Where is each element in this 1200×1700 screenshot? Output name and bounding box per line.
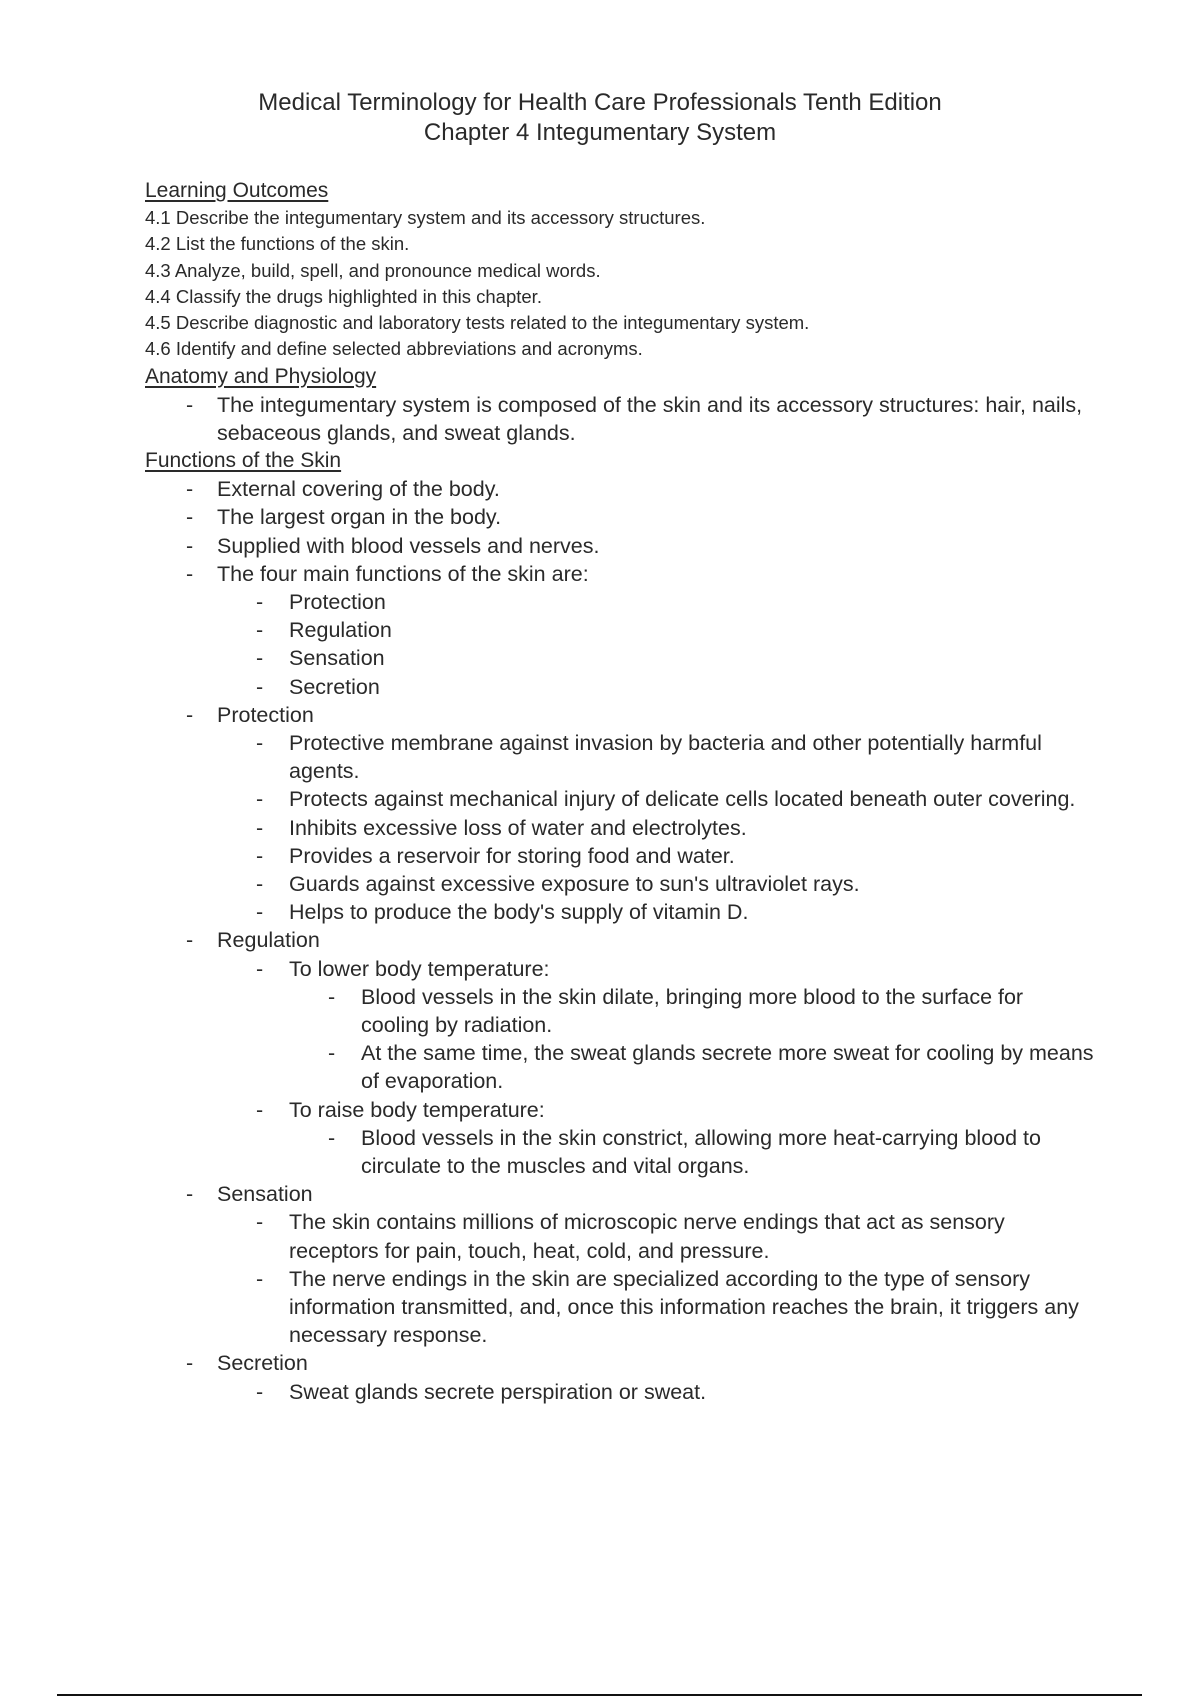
bullet-list-level-2	[145, 1208, 1095, 1349]
list-item-text: The skin contains millions of microscopic nerve endings that act as sensory receptors for pain, touch, heat, cold, and pressure.	[289, 1210, 1005, 1263]
list-item	[145, 503, 1095, 531]
list-item	[217, 673, 1095, 701]
dash-bullet-icon: -	[186, 561, 194, 586]
list-item-text: The integumentary system is composed of the skin and its accessory structures: hair, nails, sebaceous glands, and sweat glands.	[217, 392, 1083, 445]
list-item	[145, 532, 1095, 560]
page-bottom-rule	[57, 1694, 1142, 1696]
list-item-text: Secretion	[289, 674, 380, 699]
dash-bullet-icon: -	[256, 1097, 264, 1122]
dash-bullet-icon: -	[186, 533, 194, 558]
list-item	[217, 588, 1095, 616]
list-item-text: Secretion	[217, 1351, 308, 1376]
list-item	[217, 1378, 1095, 1406]
dash-bullet-icon: -	[186, 1182, 194, 1207]
list-item-text: Inhibits excessive loss of water and electrolytes.	[289, 815, 747, 840]
bullet-list-level-2	[145, 729, 1095, 926]
dash-bullet-icon: -	[256, 815, 264, 840]
list-item-text: Supplied with blood vessels and nerves.	[217, 533, 600, 558]
bullet-list-level-1	[145, 391, 1095, 447]
list-item	[217, 1096, 1095, 1181]
list-item-text: Provides a reservoir for storing food and water.	[289, 843, 735, 868]
learning-outcome: 4.2 List the functions of the skin.	[145, 233, 410, 255]
list-item	[289, 1124, 1095, 1180]
list-item-text: Blood vessels in the skin dilate, bringing more blood to the surface for cooling by radiation.	[361, 984, 1024, 1038]
list-item	[217, 842, 1095, 870]
list-item	[217, 729, 1095, 785]
list-item	[145, 1180, 1095, 1349]
list-item	[217, 955, 1095, 1096]
list-item	[217, 616, 1095, 644]
dash-bullet-icon: -	[186, 392, 194, 417]
list-item-text: To raise body temperature:	[289, 1097, 545, 1122]
dash-bullet-icon: -	[186, 1351, 194, 1376]
list-item	[289, 983, 1095, 1039]
dash-bullet-icon: -	[256, 956, 264, 981]
dash-bullet-icon: -	[256, 590, 264, 614]
dash-bullet-icon: -	[256, 1266, 264, 1291]
list-item-text: Regulation	[289, 618, 392, 643]
list-item-text: Protective membrane against invasion by bacteria and other potentially harmful agents.	[289, 731, 1042, 784]
list-item	[145, 1349, 1095, 1405]
list-item-text: Protects against mechanical injury of delicate cells located beneath outer covering.	[289, 787, 1076, 812]
list-item-text: To lower body temperature:	[289, 956, 550, 981]
list-item-text: The nerve endings in the skin are specialized according to the type of sensory information transmitted, and, once this information reaches the brain, it triggers any necessary response.	[289, 1266, 1079, 1348]
dash-bullet-icon: -	[256, 900, 264, 925]
list-item	[145, 701, 1095, 927]
list-item	[217, 1265, 1095, 1350]
dash-bullet-icon: -	[186, 928, 194, 953]
list-item-text: Sensation	[217, 1182, 313, 1207]
dash-bullet-icon: -	[328, 1041, 336, 1066]
list-item	[217, 644, 1095, 672]
dash-bullet-icon: -	[186, 505, 194, 530]
anatomy-heading: Anatomy and Physiology	[145, 364, 377, 388]
list-item-text: The four main functions of the skin are:	[217, 561, 589, 586]
dash-bullet-icon: -	[256, 872, 264, 897]
list-item-text: Sensation	[289, 646, 385, 671]
document-title: Medical Terminology for Health Care Professionals Tenth Edition	[258, 89, 942, 116]
chapter-title: Chapter 4 Integumentary System	[423, 119, 777, 146]
list-item	[217, 814, 1095, 842]
list-item-text: Sweat glands secrete perspiration or sweat.	[289, 1379, 707, 1404]
anatomy-list	[145, 391, 1095, 447]
dash-bullet-icon: -	[256, 843, 264, 868]
dash-bullet-icon: -	[328, 1125, 336, 1150]
functions-heading: Functions of the Skin	[145, 449, 342, 473]
learning-outcomes-heading: Learning Outcomes	[145, 179, 329, 202]
bullet-list-level-1	[145, 475, 1095, 1406]
list-item	[289, 1039, 1095, 1095]
learning-outcome: 4.1 Describe the integumentary system and its accessory structures.	[145, 207, 706, 228]
list-item-text: Protection	[289, 590, 386, 614]
dash-bullet-icon: -	[256, 674, 264, 699]
list-item-text: External covering of the body.	[217, 477, 500, 502]
dash-bullet-icon: -	[256, 618, 264, 643]
learning-outcome: 4.5 Describe diagnostic and laboratory tests related to the integumentary system.	[145, 312, 810, 334]
dash-bullet-icon: -	[256, 646, 264, 671]
bullet-list-level-3	[289, 983, 1095, 1096]
list-item	[217, 1208, 1095, 1264]
document-body	[145, 177, 1095, 1406]
list-item	[217, 870, 1095, 898]
bullet-list-level-2	[145, 588, 1095, 701]
list-item-text: At the same time, the sweat glands secrete more sweat for cooling by means of evaporation.	[361, 1041, 1094, 1094]
list-item	[217, 785, 1095, 813]
dash-bullet-icon: -	[256, 731, 264, 756]
list-item	[145, 560, 1095, 701]
list-item-text: Guards against excessive exposure to sun's ultraviolet rays.	[289, 872, 860, 897]
list-item-text: The largest organ in the body.	[217, 505, 502, 530]
dash-bullet-icon: -	[186, 702, 194, 727]
functions-list	[145, 475, 1095, 1406]
list-item	[217, 898, 1095, 926]
learning-outcome: 4.3 Analyze, build, spell, and pronounce medical words.	[145, 259, 601, 281]
list-item	[145, 926, 1095, 1180]
dash-bullet-icon: -	[186, 477, 194, 502]
dash-bullet-icon: -	[256, 787, 264, 812]
learning-outcome: 4.4 Classify the drugs highlighted in this chapter.	[145, 285, 542, 307]
bullet-list-level-2	[145, 955, 1095, 1181]
bullet-list-level-2	[145, 1378, 1095, 1406]
list-item-text: Regulation	[217, 928, 320, 953]
learning-outcomes-list	[145, 205, 1095, 363]
dash-bullet-icon: -	[256, 1379, 264, 1404]
dash-bullet-icon: -	[256, 1210, 264, 1235]
list-item	[145, 391, 1095, 447]
list-item-text: Blood vessels in the skin constrict, allowing more heat-carrying blood to circulate to the muscles and vital organs.	[361, 1125, 1041, 1179]
list-item-text: Protection	[217, 702, 314, 727]
list-item	[145, 475, 1095, 503]
learning-outcome: 4.6 Identify and define selected abbreviations and acronyms.	[145, 338, 643, 360]
list-item-text: Helps to produce the body's supply of vitamin D.	[289, 900, 749, 925]
bullet-list-level-3	[289, 1124, 1095, 1180]
dash-bullet-icon: -	[328, 984, 336, 1009]
